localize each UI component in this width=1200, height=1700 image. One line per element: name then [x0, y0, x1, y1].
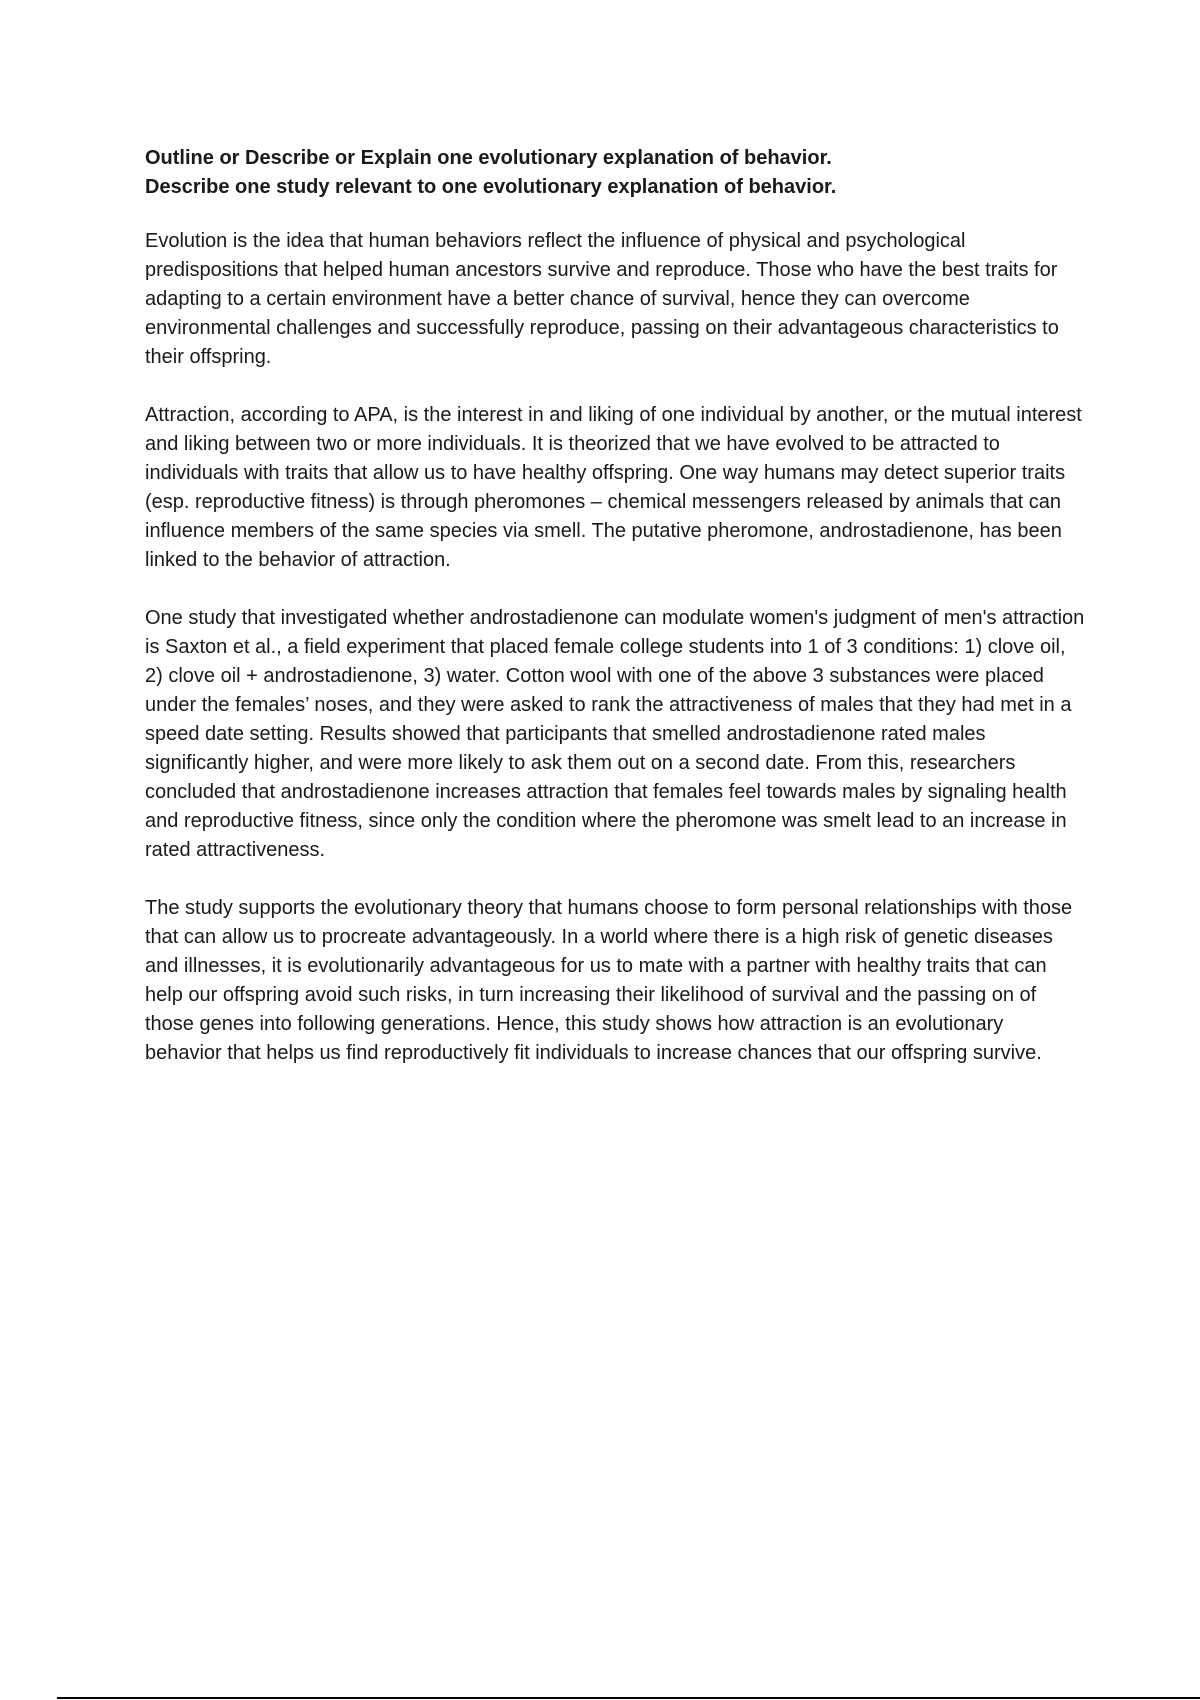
paragraph-conclusion: The study supports the evolutionary theory that humans choose to form personal relationships with those that can allow us to procreate advantageously. In a world where there is a high risk of genetic diseases and illnesses, it is evolutionarily advantageous for us to mate with a partner with healthy traits that can help our offspring avoid such risks, in turn increasing their likelihood of survival and the passing on of those genes into following generations. Hence, this study shows how attraction is an evolutionary behavior that helps us find reproductively fit individuals to increase chances that our offspring survive.: [145, 897, 1073, 1064]
paragraph-evolution: Evolution is the idea that human behaviors reflect the influence of physical and psychological predispositions that helped human ancestors survive and reproduce. Those who have the best traits for adapting to a certain environment have a better chance of survival, hence they can overcome environmental challenges and successfully reproduce, passing on their advantageous characteristics to their offspring.: [145, 230, 1059, 368]
heading-line-2: Describe one study relevant to one evolutionary explanation of behavior.: [145, 176, 837, 198]
bottom-divider: [57, 1697, 1200, 1699]
question-heading: [145, 144, 1085, 202]
paragraph-attraction: Attraction, according to APA, is the interest in and liking of one individual by another, or the mutual interest and liking between two or more individuals. It is theorized that we have evolved to be attracted to individuals with traits that allow us to have healthy offspring. One way humans may detect superior traits (esp. reproductive fitness) is through pheromones – chemical messengers released by animals that can influence members of the same species via smell. The putative pheromone, androstadienone, has been linked to the behavior of attraction.: [145, 404, 1082, 571]
heading-line-1: Outline or Describe or Explain one evolutionary explanation of behavior.: [145, 147, 832, 169]
document-page: [145, 144, 1085, 1097]
paragraph-study: One study that investigated whether androstadienone can modulate women's judgment of men's attraction is Saxton et al., a field experiment that placed female college students into 1 of 3 conditions: 1) clove oil, 2) clove oil + androstadienone, 3) water. Cotton wool with one of the above 3 substances were placed under the females’ noses, and they were asked to rank the attractiveness of males that they had met in a speed date setting. Results showed that participants that smelled androstadienone rated males significantly higher, and were more likely to ask them out on a second date. From this, researchers concluded that androstadienone increases attraction that females feel towards males by signaling health and reproductive fitness, since only the condition where the pheromone was smelt lead to an increase in rated attractiveness.: [145, 607, 1085, 861]
